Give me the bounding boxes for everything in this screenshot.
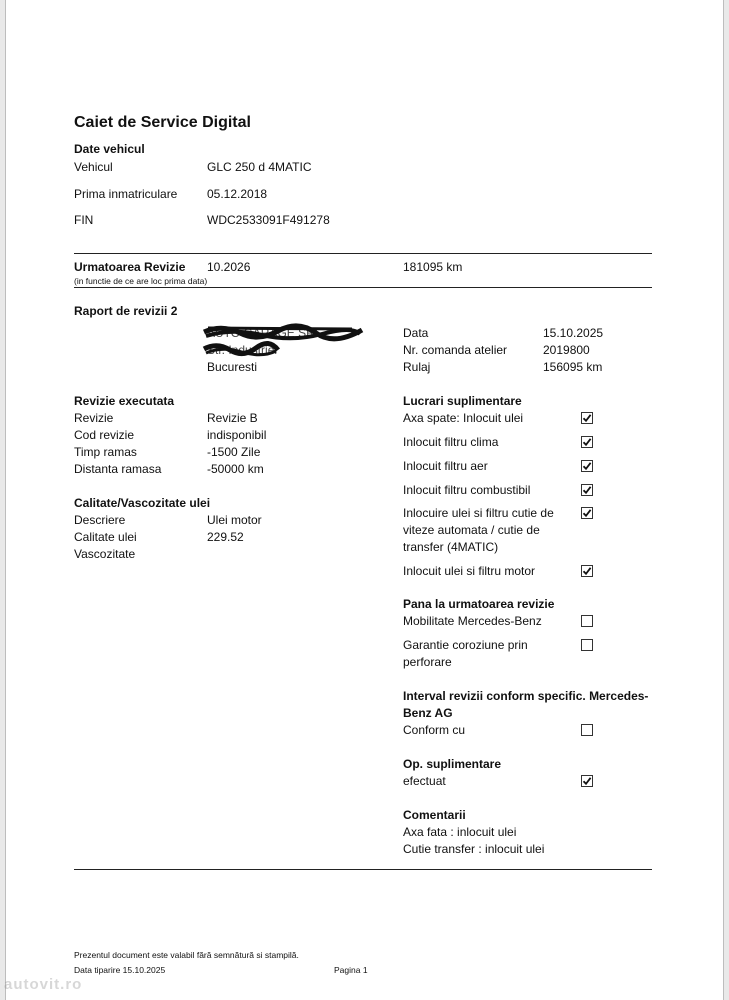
check-mark-icon	[582, 566, 592, 576]
first-registration-label: Prima inmatriculare	[74, 187, 178, 201]
until-next-item-label: perforare	[403, 655, 452, 669]
divider	[74, 869, 652, 870]
until-next-title: Pana la urmatoarea revizie	[403, 597, 555, 611]
extra-ops-title: Op. suplimentare	[403, 757, 502, 771]
order-number-value: 2019800	[543, 343, 590, 357]
footer-validity: Prezentul document este valabil fără semnătură si stampilă.	[74, 950, 299, 960]
time-remaining-label: Timp ramas	[74, 445, 137, 459]
interval-title: Benz AG	[403, 706, 453, 720]
work-item-checkbox[interactable]	[581, 484, 593, 496]
service-value: Revizie B	[207, 411, 258, 425]
work-item-label: Inlocuit filtru combustibil	[403, 483, 531, 497]
until-next-checkbox[interactable]	[581, 639, 593, 651]
document-title: Caiet de Service Digital	[74, 114, 251, 131]
interval-item-label: Conform cu	[403, 723, 466, 737]
check-mark-icon	[582, 461, 592, 471]
comments-title: Comentarii	[403, 808, 466, 822]
distance-remaining-label: Distanta ramasa	[74, 462, 162, 476]
oil-description-value: Ulei motor	[207, 513, 262, 527]
divider	[74, 287, 652, 288]
redaction-scribble	[202, 322, 367, 342]
order-number-label: Nr. comanda atelier	[403, 343, 508, 357]
next-service-date: 10.2026	[207, 260, 251, 274]
footer-print-date: Data tiparire 15.10.2025	[74, 965, 166, 975]
vehicle-label: Vehicul	[74, 160, 113, 174]
service-label: Revizie	[74, 411, 114, 425]
check-mark-icon	[582, 776, 592, 786]
work-item-checkbox[interactable]	[581, 412, 593, 424]
work-item-label: Inlocuire ulei si filtru cutie de	[403, 506, 554, 520]
work-item-label: viteze automata / cutie de	[403, 523, 540, 537]
work-item-checkbox[interactable]	[581, 507, 593, 519]
until-next-checkbox[interactable]	[581, 615, 593, 627]
vehicle-section-title: Date vehicul	[74, 142, 145, 156]
vin-label: FIN	[74, 213, 94, 227]
oil-quality-label: Calitate ulei	[74, 530, 137, 544]
service-code-label: Cod revizie	[74, 428, 135, 442]
extra-ops-checkbox[interactable]	[581, 775, 593, 787]
check-mark-icon	[582, 437, 592, 447]
distance-remaining-value: -50000 km	[207, 462, 264, 476]
work-item-label: Axa spate: Inlocuit ulei	[403, 411, 524, 425]
service-code-value: indisponibil	[207, 428, 267, 442]
additional-work-title: Lucrari suplimentare	[403, 394, 522, 408]
redaction-scribble	[202, 340, 282, 358]
work-item-checkbox[interactable]	[581, 436, 593, 448]
watermark-logo: autovit.ro	[4, 976, 83, 993]
service-performed-title: Revizie executata	[74, 394, 175, 408]
workshop-address-redacted: Str. Industriei	[207, 343, 278, 357]
until-next-item-label: Garantie coroziune prin	[403, 638, 528, 652]
interval-title: Interval revizii conform specific. Mercedes-	[403, 689, 649, 703]
oil-viscosity-label: Vascozitate	[74, 547, 136, 561]
document-page	[5, 0, 724, 1000]
next-service-note: (in functie de ce are loc prima data)	[74, 276, 208, 286]
next-service-mileage: 181095 km	[403, 260, 463, 274]
mileage-label: Rulaj	[403, 360, 431, 374]
check-mark-icon	[582, 508, 592, 518]
until-next-item-label: Mobilitate Mercedes-Benz	[403, 614, 542, 628]
check-mark-icon	[582, 485, 592, 495]
interval-checkbox[interactable]	[581, 724, 593, 736]
oil-section-title: Calitate/Vascozitate ulei	[74, 496, 211, 510]
vin-value: WDC2533091F491278	[207, 213, 330, 227]
work-item-label: transfer (4MATIC)	[403, 540, 499, 554]
date-value: 15.10.2025	[543, 326, 604, 340]
first-registration-value: 05.12.2018	[207, 187, 268, 201]
comment-line: Axa fata : inlocuit ulei	[403, 825, 517, 839]
work-item-checkbox[interactable]	[581, 565, 593, 577]
workshop-name-redacted: AUTO GARAGE SRL	[207, 326, 322, 340]
divider	[74, 253, 652, 254]
next-service-label: Urmatoarea Revizie	[74, 260, 186, 274]
footer-page: Pagina 1	[334, 965, 368, 975]
check-mark-icon	[582, 413, 592, 423]
work-item-label: Inlocuit filtru clima	[403, 435, 499, 449]
oil-description-label: Descriere	[74, 513, 126, 527]
work-item-label: Inlocuit ulei si filtru motor	[403, 564, 536, 578]
mileage-value: 156095 km	[543, 360, 603, 374]
time-remaining-value: -1500 Zile	[207, 445, 261, 459]
work-item-label: Inlocuit filtru aer	[403, 459, 488, 473]
workshop-city: Bucuresti	[207, 360, 258, 374]
vehicle-value: GLC 250 d 4MATIC	[207, 160, 312, 174]
report-title: Raport de revizii 2	[74, 304, 178, 318]
comment-line: Cutie transfer : inlocuit ulei	[403, 842, 545, 856]
work-item-checkbox[interactable]	[581, 460, 593, 472]
oil-quality-value: 229.52	[207, 530, 244, 544]
date-label: Data	[403, 326, 429, 340]
extra-ops-item-label: efectuat	[403, 774, 446, 788]
